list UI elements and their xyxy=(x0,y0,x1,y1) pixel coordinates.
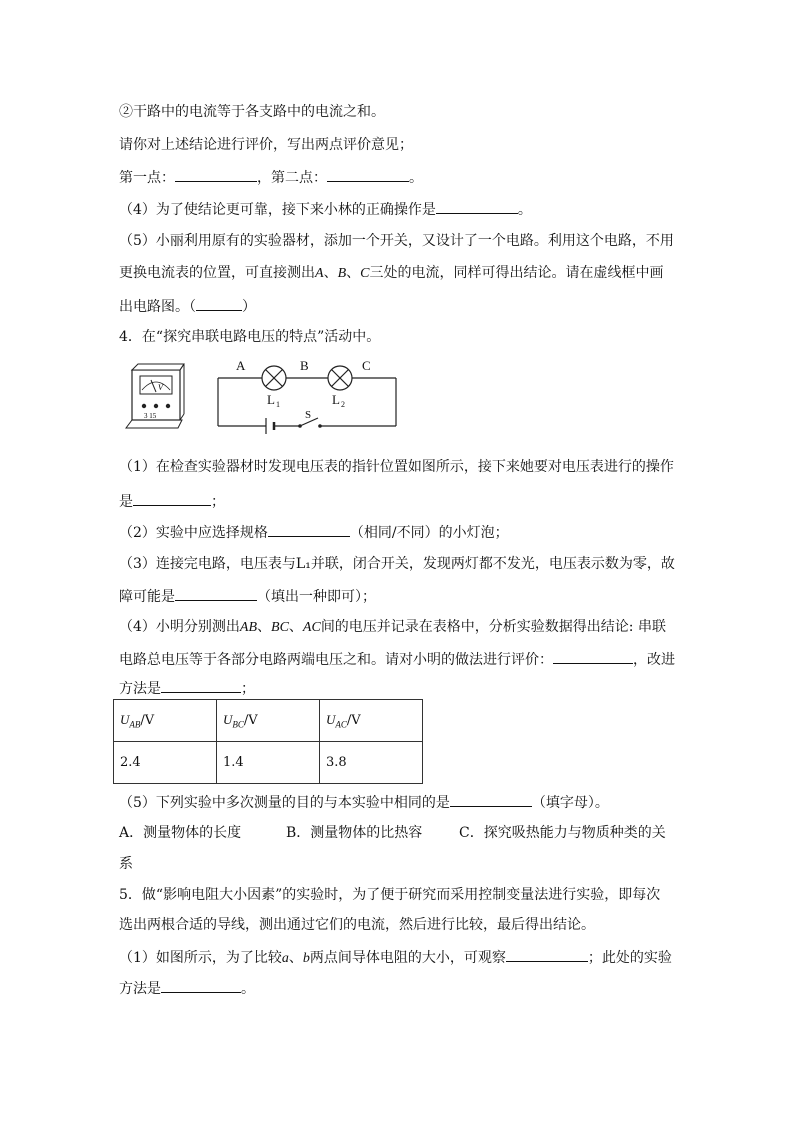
text: 方法是 xyxy=(119,681,161,697)
text: 。 xyxy=(241,981,255,997)
q4-part2-blank[interactable] xyxy=(268,522,350,537)
q5-line1: 5．做“影响电阻大小因素”的实验时，为了便于研究而采用控制变量法进行实验，即每次 xyxy=(119,887,661,903)
q4-part3-line1: （3）连接完电路，电压表与L₁并联，闭合开关，发现两灯都不发光，电压表示数为零，故 xyxy=(119,556,675,572)
header-uab xyxy=(114,700,217,742)
switch-label: S xyxy=(305,409,312,421)
q4-part4-line2 xyxy=(119,649,675,669)
header-uac xyxy=(320,700,423,742)
text: 方法是 xyxy=(119,981,161,997)
text: 更换电流表的位置，可直接测出 xyxy=(119,265,315,281)
lamp-l2-label: L xyxy=(332,392,340,407)
value-uac: 3.8 xyxy=(320,742,423,784)
unit: /V xyxy=(140,712,155,728)
lamp-l2-icon xyxy=(328,366,352,390)
q4-part4-line3 xyxy=(119,678,255,698)
meter-label: V xyxy=(158,383,163,392)
lamp-l2-subscript: 2 xyxy=(341,400,345,409)
q3-part5-line3 xyxy=(119,296,256,316)
q5-part1-line2 xyxy=(119,978,255,998)
text: 是 xyxy=(119,494,133,510)
q3-part5-line2 xyxy=(119,264,663,283)
u-symbol: U xyxy=(120,711,130,727)
u-subscript: AC xyxy=(335,719,347,730)
point2-blank[interactable] xyxy=(327,167,409,182)
circuit-diagram-blank[interactable] xyxy=(196,296,242,311)
text: （相同/不同）的小灯泡； xyxy=(349,525,509,541)
q4-part2 xyxy=(119,522,509,542)
voltmeter-icon xyxy=(126,364,184,428)
point-b: B xyxy=(337,266,347,281)
q3-evaluate-prompt: 请你对上述结论进行评价，写出两点评价意见； xyxy=(119,137,413,153)
text: 出电路图。（ xyxy=(119,299,196,315)
ac-label: AC xyxy=(302,620,321,635)
q4-evaluation-blank[interactable] xyxy=(553,649,633,664)
text: （1）如图所示，为了比较 xyxy=(119,950,282,966)
text: ） xyxy=(242,299,256,315)
bc-label: BC xyxy=(271,620,289,635)
table-row xyxy=(114,742,423,784)
sep: 、 xyxy=(288,619,303,635)
q4-improvement-blank[interactable] xyxy=(161,678,241,693)
q3-part4-blank[interactable] xyxy=(436,199,518,214)
q4-title: 4．在“探究串联电路电压的特点”活动中。 xyxy=(119,329,381,345)
q4-part1-line2 xyxy=(119,491,225,511)
text: 间的电压并记录在表格中，分析实验数据得出结论: 串联 xyxy=(320,619,666,635)
point-a: A xyxy=(315,266,324,281)
q3-evaluation-points xyxy=(119,167,423,187)
text: 三处的电流，同样可得出结论。请在虚线框中画 xyxy=(369,265,664,281)
sep: 、 xyxy=(323,265,338,281)
q3-part4 xyxy=(119,199,532,219)
text: （2）实验中应选择规格 xyxy=(119,525,268,541)
unit: /V xyxy=(243,712,258,728)
value-ubc: 1.4 xyxy=(217,742,320,784)
q4-part1-line1: （1）在检查实验器材时发现电压表的指针位置如图所示，接下来她要对电压表进行的操作 xyxy=(119,459,674,475)
u-symbol: U xyxy=(326,711,336,727)
text: 两点间导体电阻的大小，可观察 xyxy=(309,950,506,966)
u-symbol: U xyxy=(223,711,233,727)
node-c-label: C xyxy=(362,358,371,373)
point-c: C xyxy=(360,266,370,281)
q3-conclusion-2: ②干路中的电流等于各支路中的电流之和。 xyxy=(119,104,385,120)
text: ； xyxy=(211,494,225,510)
q4-part5-blank[interactable] xyxy=(450,792,532,807)
text: 障可能是 xyxy=(119,589,175,605)
option-a[interactable]: A．测量物体的长度 xyxy=(119,825,242,841)
text: ；此处的实验 xyxy=(587,950,672,966)
header-ubc xyxy=(217,700,320,742)
q3-part5-line1: （5）小丽利用原有的实验器材，添加一个开关，又设计了一个电路。利用这个电路，不用 xyxy=(119,233,674,249)
q4-part1-blank[interactable] xyxy=(133,491,211,506)
unit: /V xyxy=(346,712,361,728)
q4-part3-blank[interactable] xyxy=(175,586,257,601)
point1-label: 第一点： xyxy=(119,170,175,186)
q5-observe-blank[interactable] xyxy=(506,947,588,962)
option-c[interactable]: C．探究吸热能力与物质种类的关 xyxy=(459,825,666,841)
text: （4）小明分别测出 xyxy=(119,619,240,635)
period: 。 xyxy=(517,202,532,218)
q4-part3-line2 xyxy=(119,586,376,606)
text: ，改进 xyxy=(633,652,675,668)
node-a-label: A xyxy=(236,358,246,373)
table-header-row xyxy=(114,700,423,742)
q4-part5 xyxy=(119,792,609,812)
q4-part4-line1 xyxy=(119,618,666,637)
u-subscript: AB xyxy=(129,719,141,730)
u-subscript: BC xyxy=(232,719,244,730)
node-b-label: B xyxy=(300,358,309,373)
sep: 、 xyxy=(257,619,272,635)
q5-part1-line1 xyxy=(119,947,672,968)
text: （填出一种即可）； xyxy=(257,589,376,605)
text: （5）下列实验中多次测量的目的与本实验中相同的是 xyxy=(119,795,450,811)
ab-label: AB xyxy=(239,620,258,635)
switch-contact-icon xyxy=(298,424,302,428)
switch-contact-icon xyxy=(318,424,322,428)
value-uab: 2.4 xyxy=(114,742,217,784)
point2-label: 第二点： xyxy=(271,170,327,186)
q5-line2: 选出两根合适的导线，测出通过它们的电流，然后进行比较，最后得出结论。 xyxy=(119,917,595,933)
q4-circuit-figure xyxy=(122,356,402,436)
text: ； xyxy=(241,681,255,697)
lamp-l1-icon xyxy=(262,366,286,390)
lamp-l1-subscript: 1 xyxy=(276,400,280,409)
text: （填字母）。 xyxy=(531,795,609,811)
point-b-label: b xyxy=(302,951,310,966)
q5-method-blank[interactable] xyxy=(161,978,241,993)
point-a-label: a xyxy=(281,951,289,966)
sep: 、 xyxy=(288,950,303,966)
q3-part4-text: （4）为了使结论更可靠，接下来小林的正确操作是 xyxy=(119,202,436,218)
text: 电路总电压等于各部分电路两端电压之和。请对小明的做法进行评价： xyxy=(119,652,553,668)
sep: 、 xyxy=(346,265,361,281)
meter-terminals: 3 15 xyxy=(144,412,157,420)
period: 。 xyxy=(409,170,423,186)
point1-blank[interactable] xyxy=(175,167,257,182)
option-b[interactable]: B．测量物体的比热容 xyxy=(286,825,423,841)
battery-icon xyxy=(266,418,274,434)
option-c-wrap: 系 xyxy=(119,856,133,872)
voltage-table xyxy=(113,699,423,784)
comma: ， xyxy=(257,170,271,186)
lamp-l1-label: L xyxy=(267,392,275,407)
